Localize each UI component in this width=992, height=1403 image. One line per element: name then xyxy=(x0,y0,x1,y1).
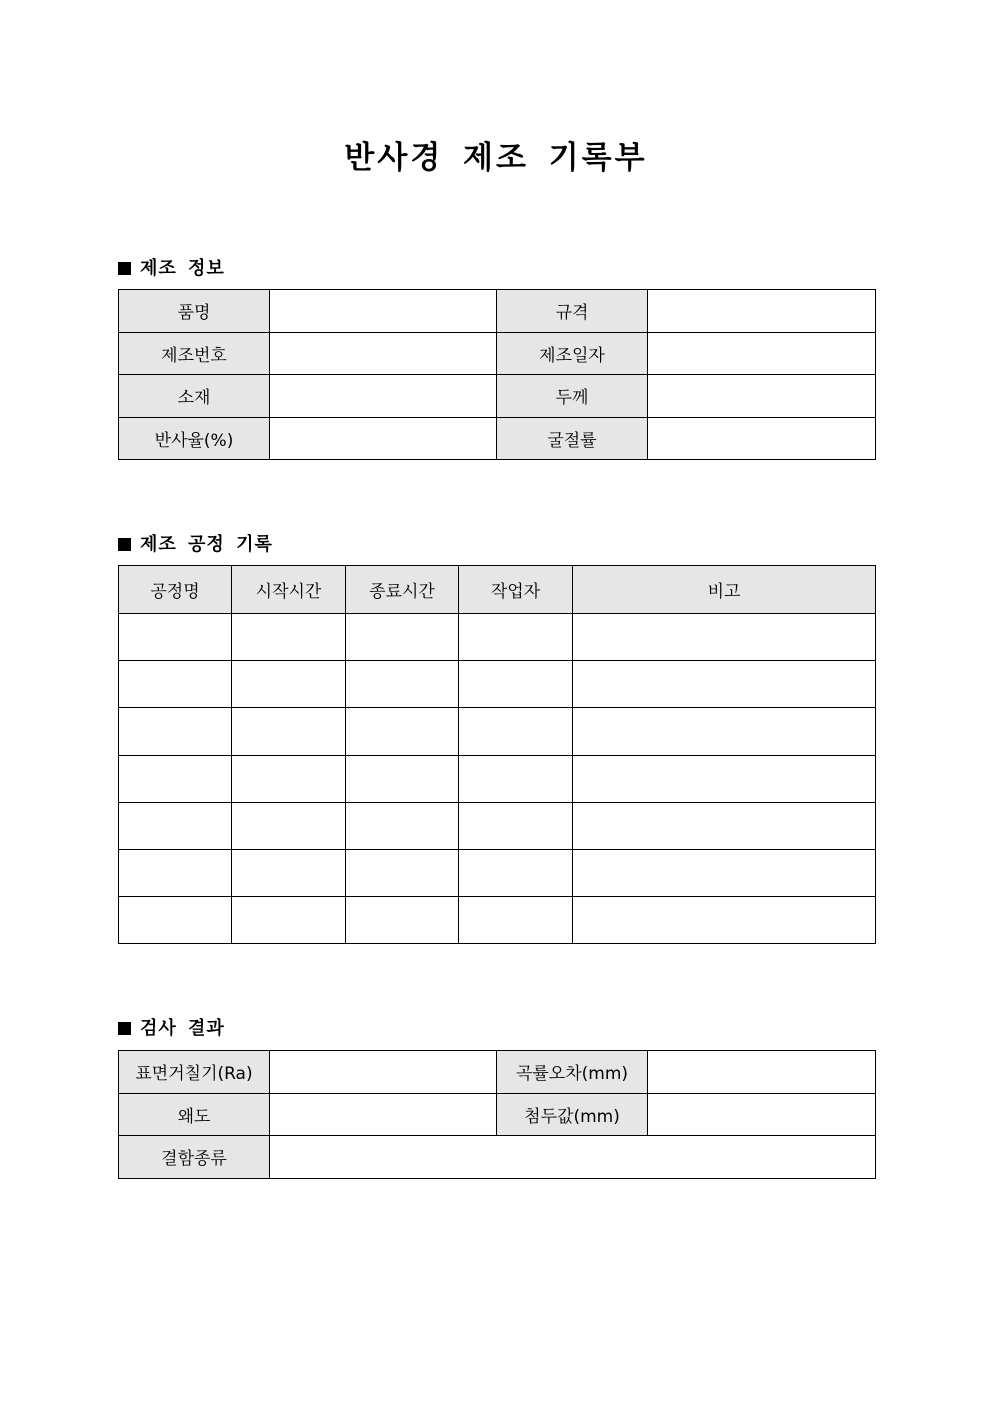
square-bullet-icon xyxy=(118,262,131,275)
table-cell[interactable] xyxy=(119,614,232,661)
column-header: 종료시간 xyxy=(346,566,459,614)
table-cell[interactable] xyxy=(573,897,876,944)
table-cell[interactable] xyxy=(573,755,876,802)
section-heading-text: 제조 정보 xyxy=(140,258,225,279)
document-title: 반사경 제조 기록부 xyxy=(344,140,648,176)
field-label: 품명 xyxy=(119,290,270,333)
table-row xyxy=(119,1136,876,1179)
manufacturing-info-table xyxy=(118,289,876,460)
material-field[interactable] xyxy=(270,375,497,418)
table-cell[interactable] xyxy=(459,849,573,896)
square-bullet-icon xyxy=(118,538,131,551)
table-cell[interactable] xyxy=(573,802,876,849)
table-row xyxy=(119,417,876,460)
table-row xyxy=(119,755,876,802)
defect-type-field[interactable] xyxy=(270,1136,876,1179)
table-row xyxy=(119,897,876,944)
section-heading-text: 제조 공정 기록 xyxy=(140,534,273,555)
product-name-field[interactable] xyxy=(270,290,497,333)
field-label: 제조일자 xyxy=(497,332,648,375)
table-cell[interactable] xyxy=(232,849,346,896)
table-row xyxy=(119,290,876,333)
thickness-field[interactable] xyxy=(648,375,876,418)
table-row xyxy=(119,849,876,896)
section-heading-process-record xyxy=(118,530,273,556)
inspection-result-table xyxy=(118,1050,876,1179)
field-label: 제조번호 xyxy=(119,332,270,375)
table-cell[interactable] xyxy=(573,849,876,896)
table-cell[interactable] xyxy=(459,755,573,802)
table-cell[interactable] xyxy=(232,897,346,944)
table-cell[interactable] xyxy=(459,802,573,849)
table-cell[interactable] xyxy=(346,708,459,755)
table-cell[interactable] xyxy=(573,661,876,708)
table-cell[interactable] xyxy=(346,755,459,802)
field-label: 규격 xyxy=(497,290,648,333)
curvature-error-field[interactable] xyxy=(648,1051,876,1094)
refractive-index-field[interactable] xyxy=(648,417,876,460)
table-cell[interactable] xyxy=(232,708,346,755)
table-cell[interactable] xyxy=(459,661,573,708)
field-label: 첨두값(mm) xyxy=(497,1093,648,1136)
table-cell[interactable] xyxy=(119,755,232,802)
table-cell[interactable] xyxy=(573,708,876,755)
table-row xyxy=(119,375,876,418)
square-bullet-icon xyxy=(118,1022,131,1035)
manufacturing-number-field[interactable] xyxy=(270,332,497,375)
table-cell[interactable] xyxy=(573,614,876,661)
table-row xyxy=(119,661,876,708)
column-header: 시작시간 xyxy=(232,566,346,614)
field-label: 곡률오차(mm) xyxy=(497,1051,648,1094)
table-cell[interactable] xyxy=(119,802,232,849)
field-label: 소재 xyxy=(119,375,270,418)
table-cell[interactable] xyxy=(232,755,346,802)
field-label: 두께 xyxy=(497,375,648,418)
table-cell[interactable] xyxy=(232,661,346,708)
process-record-table xyxy=(118,565,876,944)
table-row xyxy=(119,614,876,661)
peak-value-field[interactable] xyxy=(648,1093,876,1136)
table-cell[interactable] xyxy=(459,708,573,755)
field-label: 왜도 xyxy=(119,1093,270,1136)
section-heading-inspection-result xyxy=(118,1014,225,1040)
table-cell[interactable] xyxy=(232,802,346,849)
table-cell[interactable] xyxy=(459,897,573,944)
field-label: 굴절률 xyxy=(497,417,648,460)
section-heading-text: 검사 결과 xyxy=(140,1018,225,1039)
table-cell[interactable] xyxy=(346,897,459,944)
table-cell[interactable] xyxy=(119,897,232,944)
table-cell[interactable] xyxy=(119,661,232,708)
table-cell[interactable] xyxy=(119,849,232,896)
surface-roughness-field[interactable] xyxy=(270,1051,497,1094)
table-cell[interactable] xyxy=(346,849,459,896)
table-row xyxy=(119,708,876,755)
table-cell[interactable] xyxy=(119,708,232,755)
field-label: 반사율(%) xyxy=(119,417,270,460)
column-header: 작업자 xyxy=(459,566,573,614)
manufacturing-date-field[interactable] xyxy=(648,332,876,375)
table-cell[interactable] xyxy=(459,614,573,661)
table-row xyxy=(119,1051,876,1094)
section-heading-manufacturing-info xyxy=(118,254,225,280)
table-cell[interactable] xyxy=(346,614,459,661)
table-row xyxy=(119,332,876,375)
table-cell[interactable] xyxy=(346,661,459,708)
table-cell[interactable] xyxy=(346,802,459,849)
table-cell[interactable] xyxy=(232,614,346,661)
specification-field[interactable] xyxy=(648,290,876,333)
reflectance-field[interactable] xyxy=(270,417,497,460)
column-header: 비고 xyxy=(573,566,876,614)
table-header-row xyxy=(119,566,876,614)
field-label: 결함종류 xyxy=(119,1136,270,1179)
table-row xyxy=(119,1093,876,1136)
field-label: 표면거칠기(Ra) xyxy=(119,1051,270,1094)
column-header: 공정명 xyxy=(119,566,232,614)
table-row xyxy=(119,802,876,849)
skewness-field[interactable] xyxy=(270,1093,497,1136)
